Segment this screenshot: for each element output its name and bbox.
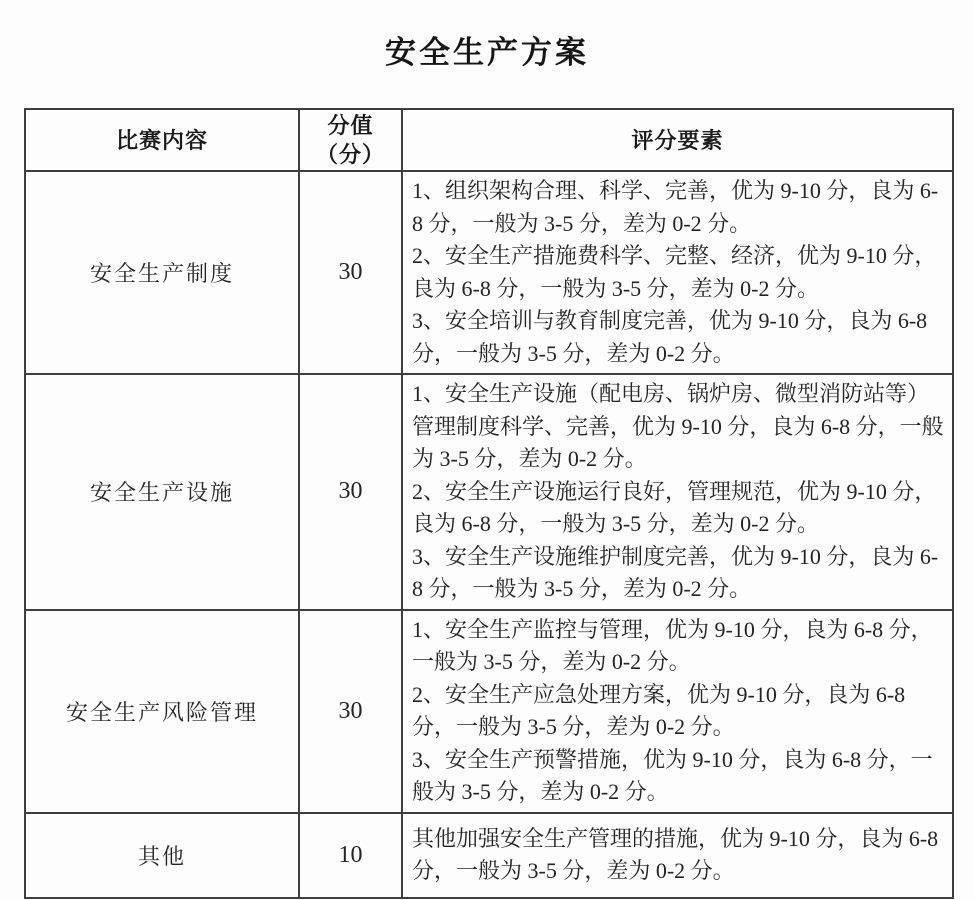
table-row [25,171,953,374]
row-criteria [402,374,953,610]
criteria-item: 3、安全生产预警措施，优为 9-10 分，良为 6-8 分，一般为 3-5 分，差为 0-2 分。 [412,746,933,804]
header-criteria: 评分要素 [402,109,953,171]
header-score-line1: 分值 [327,113,374,138]
row-content: 安全生产风险管理 [25,610,299,813]
header-content: 比赛内容 [25,109,299,171]
criteria-item: 2、安全生产设施运行良好，管理规范，优为 9-10 分，良为 6-8 分，一般为 3-5 分，差为 0-2 分。 [412,478,937,536]
row-content: 安全生产设施 [25,374,299,610]
criteria-item: 1、安全生产设施（配电房、锅炉房、微型消防站等）管理制度科学、完善，优为 9-10 分，良为 6-8 分，一般为 3-5 分，差为 0-2 分。 [412,381,944,471]
criteria-item: 1、安全生产监控与管理，优为 9-10 分，良为 6-8 分，一般为 3-5 分，差为 0-2 分。 [412,616,933,674]
criteria-item: 3、安全培训与教育制度完善，优为 9-10 分，良为 6-8 分，一般为 3-5 分，差为 0-2 分。 [412,308,928,366]
row-score: 30 [299,374,402,610]
row-score: 30 [299,610,402,813]
row-criteria [402,171,953,374]
header-score [299,109,402,171]
table-row [25,813,953,898]
criteria-item: 3、安全生产设施维护制度完善，优为 9-10 分，良为 6-8 分，一般为 3-5 分，差为 0-2 分。 [412,543,939,601]
header-score-line2: （分） [315,142,385,167]
row-criteria [402,610,953,813]
row-score: 30 [299,171,402,374]
row-score: 10 [299,813,402,898]
table-header-row [25,109,953,171]
row-content: 安全生产制度 [25,171,299,374]
page-title: 安全生产方案 [385,34,589,70]
criteria-item: 1、组织架构合理、科学、完善，优为 9-10 分，良为 6-8 分，一般为 3-5 分，差为 0-2 分。 [412,178,939,236]
table-row [25,374,953,610]
row-criteria [402,813,953,898]
criteria-item: 其他加强安全生产管理的措施，优为 9-10 分，良为 6-8 分，一般为 3-5 分，差为 0-2 分。 [412,825,939,883]
criteria-item: 2、安全生产应急处理方案，优为 9-10 分，良为 6-8 分，一般为 3-5 分，差为 0-2 分。 [412,681,906,739]
row-content: 其他 [25,813,299,898]
table-row [25,610,953,813]
scoring-table [24,108,954,899]
criteria-item: 2、安全生产措施费科学、完整、经济，优为 9-10 分，良为 6-8 分，一般为 3-5 分，差为 0-2 分。 [412,243,937,301]
